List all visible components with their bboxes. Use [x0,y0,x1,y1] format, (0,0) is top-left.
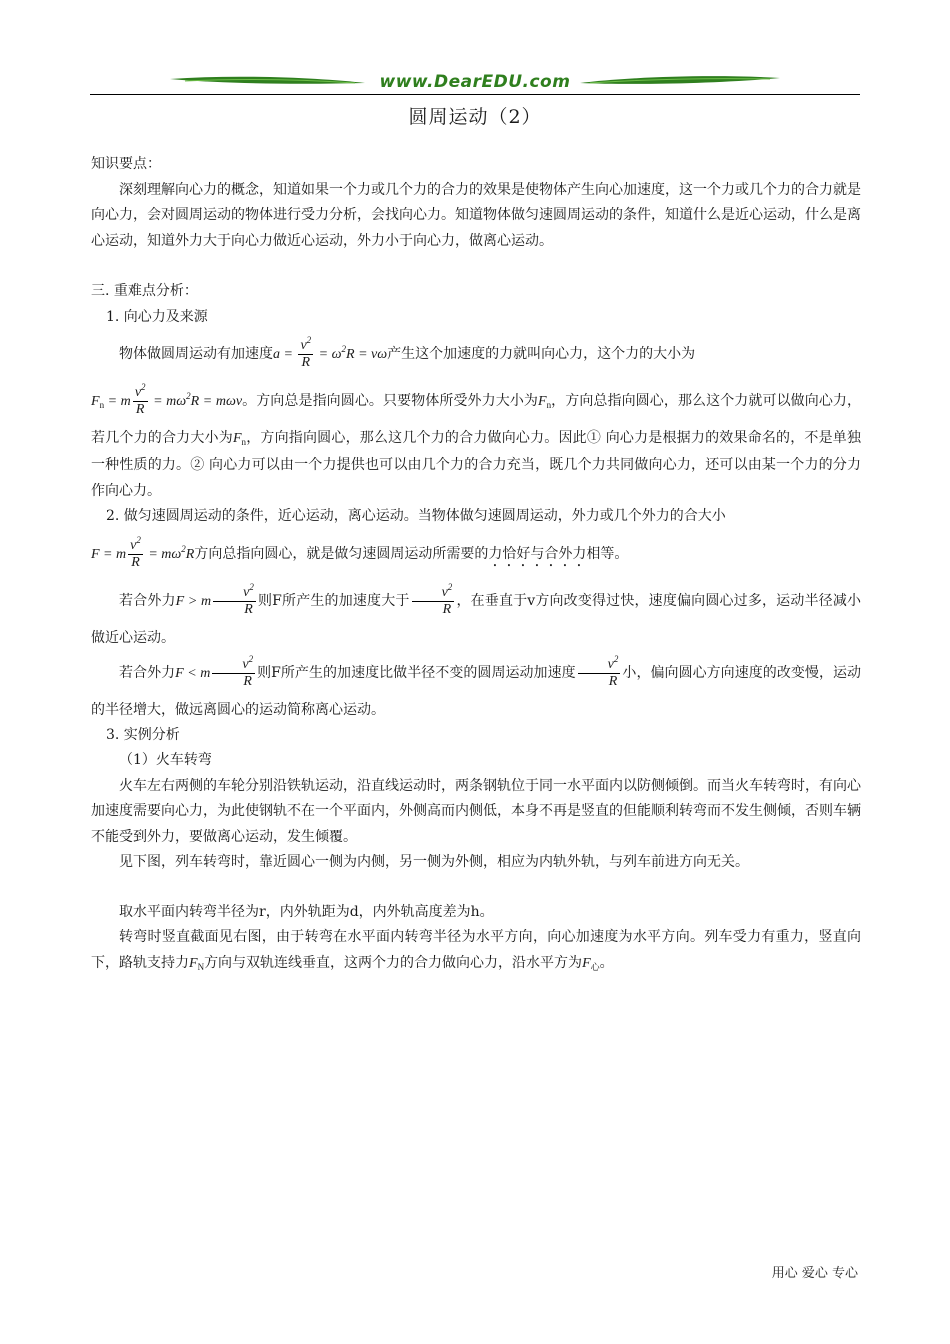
section2-para3-pre: 若合外力 [119,664,176,681]
section2-para3-mid: 则F所产生的加速度比做半径不变的圆周运动加速度 [257,664,576,681]
section3-para2: 见下图，列车转弯时，靠近圆心一侧为内侧，另一侧为外侧，相应为内轨外轨，与列车前进方向无关。 [119,854,749,870]
document-body [91,152,861,976]
section2-para2-post: ，在垂直于v方向改变得过快，速度偏向圆心过多，运动半径减小做近心运动。 [91,592,862,646]
formula-v2-over-r-2: $\frac{v^2}{R}$ [576,666,623,681]
section2-line1-post: 相等。 [586,545,629,562]
section3-para3: 取水平面内转弯半径为r，内外轨距为d，内外轨高度差为h。 [119,903,494,920]
formula-f-less: F < m $\frac{v^2}{R}$ [175,653,254,689]
formula-f-center: $F_心$ [582,955,600,972]
section2-para3 [91,651,861,723]
formula-fn-support: $F_N$ [189,955,205,972]
section1-line1 [91,330,861,379]
section2-heading: 2. 做匀速圆周运动的条件，近心运动，离心运动。当物体做匀速圆周运动，外力或几个外力的合大小 [106,508,726,524]
knowledge-body: 深刻理解向心力的概念，知道如果一个力或几个力的合力的效果是使物体产生向心加速度，这一个力或几个力的合力就是向心力，会对圆周运动的物体进行受力分析，会找向心力。知道物体做匀速圆周运动的条件，知道什么是近心运动，什么是离心运动，知道外力大于向心力做近心运动，外力小于向心力，做离心运动。 [91,181,861,249]
section3-sub1: （1）火车转弯 [119,752,212,768]
section1-line1-pre: 物体做圆周运动有加速度 [119,346,273,362]
section1-heading: 1. 向心力及来源 [106,308,208,325]
formula-v2-over-r-1: $\frac{v^2}{R}$ [410,594,457,609]
section3-para4-mid: 方向与双轨连线垂直，这两个力的合力做向心力，沿水平方为 [204,954,583,971]
section2-para3-post: 小，偏向圆心方向速度的改变慢，运动的半径增大，做远离圆心的运动简称离心运动。 [91,664,862,718]
section1-line1-post: 产生这个加速度的力就叫向心力，这个力的大小为 [387,346,696,362]
formula-centripetal-force: $F_n = m$ $\frac{v^2}{R}$ = $m\omega^2R = m\omega v$ [91,382,243,418]
analysis-heading: 三. 重难点分析： [91,283,198,299]
formula-fn-2: $F_n$ [232,431,247,447]
section2-line1-emphasis: 力恰好与合外力 [488,545,587,562]
page-footer: 用心 爱心 专心 [771,1266,858,1281]
formula-net-force: F = m $\frac{v^2}{R}$ = $m\omega^2R$ [91,534,195,570]
page-title: 圆周运动（2） [408,106,542,128]
section3-para4 [91,925,861,976]
section1-para2-a: 。方向总是指向圆心。只要物体所受外力大小为 [242,393,538,409]
section1-para2-c: ，方向指向圆心，那么这几个力的合力做向心力。因此① 向心力是根据力的效果命名的，不是单独一种性质的力。② 向心力可以由一个力提供也可以由几个力的合力充当，既几个力共同做向心力，还可以由某一个力的分力作向心力。 [91,430,862,499]
section3-para4-pre: 转弯时竖直截面见右图，由于转弯在水平面内转弯半径为水平方向，向心加速度为水平方向。列车受力有重力，竖直向下，路轨支持力 [91,929,861,971]
section3-heading: 3. 实例分析 [106,726,180,743]
formula-fn-1: $F_n$ [538,394,552,410]
section3-para4-post: 。 [599,954,614,971]
section1-para2 [91,379,861,504]
section3-para1: 火车左右两侧的车轮分别沿铁轨运动，沿直线运动时，两条钢轨位于同一水平面内以防侧倾倒。而当火车转弯时，有向心加速度需要向心力，为此使钢轨不在一个平面内，外侧高而内侧低，本身不再是竖直的但能顺利转弯而不发生侧倾，否则车辆不能受到外力，要做离心运动，发生倾覆。 [91,777,861,845]
section2-para2-mid: 则F所产生的加速度大于 [257,592,410,609]
knowledge-heading: 知识要点： [91,156,161,172]
section1-para2-b: ，方向总指向圆心，那么这个力就可以做向心力，若几个力的合力大小为 [91,393,862,446]
site-logo-text: www.DearEDU.com [379,72,571,92]
section2-para2 [91,579,861,651]
site-header-logo [90,70,860,100]
formula-acceleration: a = $\frac{v^2}{R}$ = $\omega^2R = v\omega$ [273,335,388,371]
header-rule [90,94,860,95]
section2-line1-pre: 方向总指向圆心，就是做匀速圆周运动所需要的 [194,545,489,562]
section2-line1 [91,530,861,579]
section2-para2-pre: 若合外力 [119,592,176,609]
formula-f-greater: F > m $\frac{v^2}{R}$ [175,581,254,617]
